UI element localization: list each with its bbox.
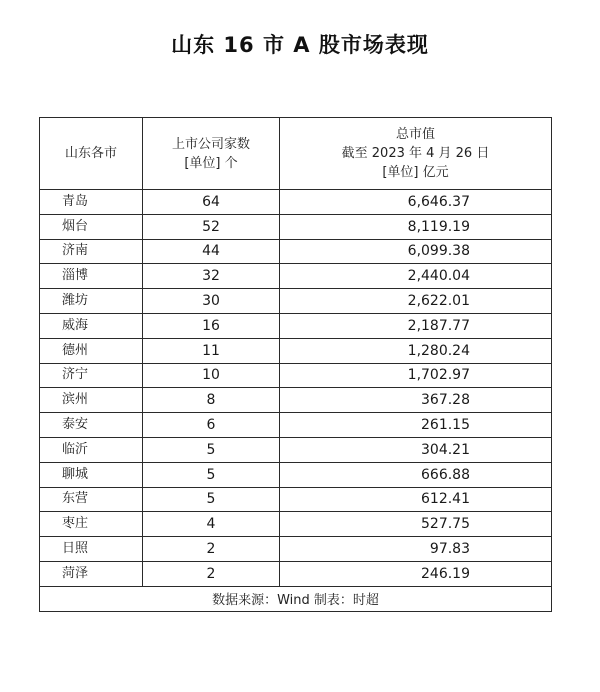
- value-cell: 6,646.37: [280, 190, 552, 215]
- count-cell: 5: [143, 437, 280, 462]
- data-source-note: 数据来源：Wind 制表：时超: [40, 586, 552, 611]
- table-row: [40, 388, 552, 413]
- city-cell: 烟台: [40, 214, 143, 239]
- table-row: [40, 313, 552, 338]
- city-cell: 淄博: [40, 264, 143, 289]
- count-cell: 2: [143, 537, 280, 562]
- city-cell: 潍坊: [40, 289, 143, 314]
- table-row: [40, 512, 552, 537]
- value-cell: 612.41: [280, 487, 552, 512]
- count-cell: 5: [143, 462, 280, 487]
- value-cell: 1,702.97: [280, 363, 552, 388]
- value-cell: 2,440.04: [280, 264, 552, 289]
- header-market-value: [280, 118, 552, 190]
- city-cell: 济宁: [40, 363, 143, 388]
- table-row: [40, 190, 552, 215]
- value-cell: 527.75: [280, 512, 552, 537]
- header-city: [40, 118, 143, 190]
- city-cell: 东营: [40, 487, 143, 512]
- table-row: [40, 561, 552, 586]
- table-row: [40, 264, 552, 289]
- count-cell: 11: [143, 338, 280, 363]
- table-row: [40, 537, 552, 562]
- table-row: [40, 462, 552, 487]
- value-cell: 1,280.24: [280, 338, 552, 363]
- count-cell: 10: [143, 363, 280, 388]
- value-cell: 97.83: [280, 537, 552, 562]
- table-header-row: [40, 118, 552, 190]
- city-cell: 滨州: [40, 388, 143, 413]
- count-cell: 5: [143, 487, 280, 512]
- value-cell: 2,622.01: [280, 289, 552, 314]
- city-cell: 德州: [40, 338, 143, 363]
- city-cell: 日照: [40, 537, 143, 562]
- count-cell: 8: [143, 388, 280, 413]
- table-row: [40, 363, 552, 388]
- table-row: [40, 338, 552, 363]
- count-cell: 64: [143, 190, 280, 215]
- table-row: [40, 487, 552, 512]
- value-cell: 246.19: [280, 561, 552, 586]
- city-cell: 泰安: [40, 413, 143, 438]
- table-row: [40, 413, 552, 438]
- city-cell: 枣庄: [40, 512, 143, 537]
- table-row: [40, 437, 552, 462]
- source-row: [40, 586, 552, 611]
- count-cell: 44: [143, 239, 280, 264]
- count-cell: 16: [143, 313, 280, 338]
- value-cell: 261.15: [280, 413, 552, 438]
- value-cell: 304.21: [280, 437, 552, 462]
- header-value-date: 截至 2023 年 4 月 26 日: [341, 146, 490, 161]
- header-value-unit: [单位] 亿元: [382, 165, 449, 180]
- header-city-label: 山东各市: [64, 146, 117, 161]
- count-cell: 32: [143, 264, 280, 289]
- header-count-title: 上市公司家数: [171, 136, 250, 152]
- stock-market-table: [39, 117, 552, 612]
- header-count-unit: [单位] 个: [184, 155, 238, 171]
- city-cell: 聊城: [40, 462, 143, 487]
- city-cell: 菏泽: [40, 561, 143, 586]
- city-cell: 临沂: [40, 437, 143, 462]
- page-title: 山东 16 市 A 股市场表现: [171, 33, 429, 57]
- table-row: [40, 214, 552, 239]
- city-cell: 威海: [40, 313, 143, 338]
- table-row: [40, 239, 552, 264]
- city-cell: 济南: [40, 239, 143, 264]
- table-row: [40, 289, 552, 314]
- count-cell: 4: [143, 512, 280, 537]
- value-cell: 367.28: [280, 388, 552, 413]
- count-cell: 6: [143, 413, 280, 438]
- header-company-count: [143, 118, 280, 190]
- value-cell: 666.88: [280, 462, 552, 487]
- count-cell: 52: [143, 214, 280, 239]
- value-cell: 2,187.77: [280, 313, 552, 338]
- value-cell: 6,099.38: [280, 239, 552, 264]
- count-cell: 2: [143, 561, 280, 586]
- city-cell: 青岛: [40, 190, 143, 215]
- value-cell: 8,119.19: [280, 214, 552, 239]
- count-cell: 30: [143, 289, 280, 314]
- table-body: [40, 190, 552, 587]
- header-value-title: 总市值: [395, 127, 435, 142]
